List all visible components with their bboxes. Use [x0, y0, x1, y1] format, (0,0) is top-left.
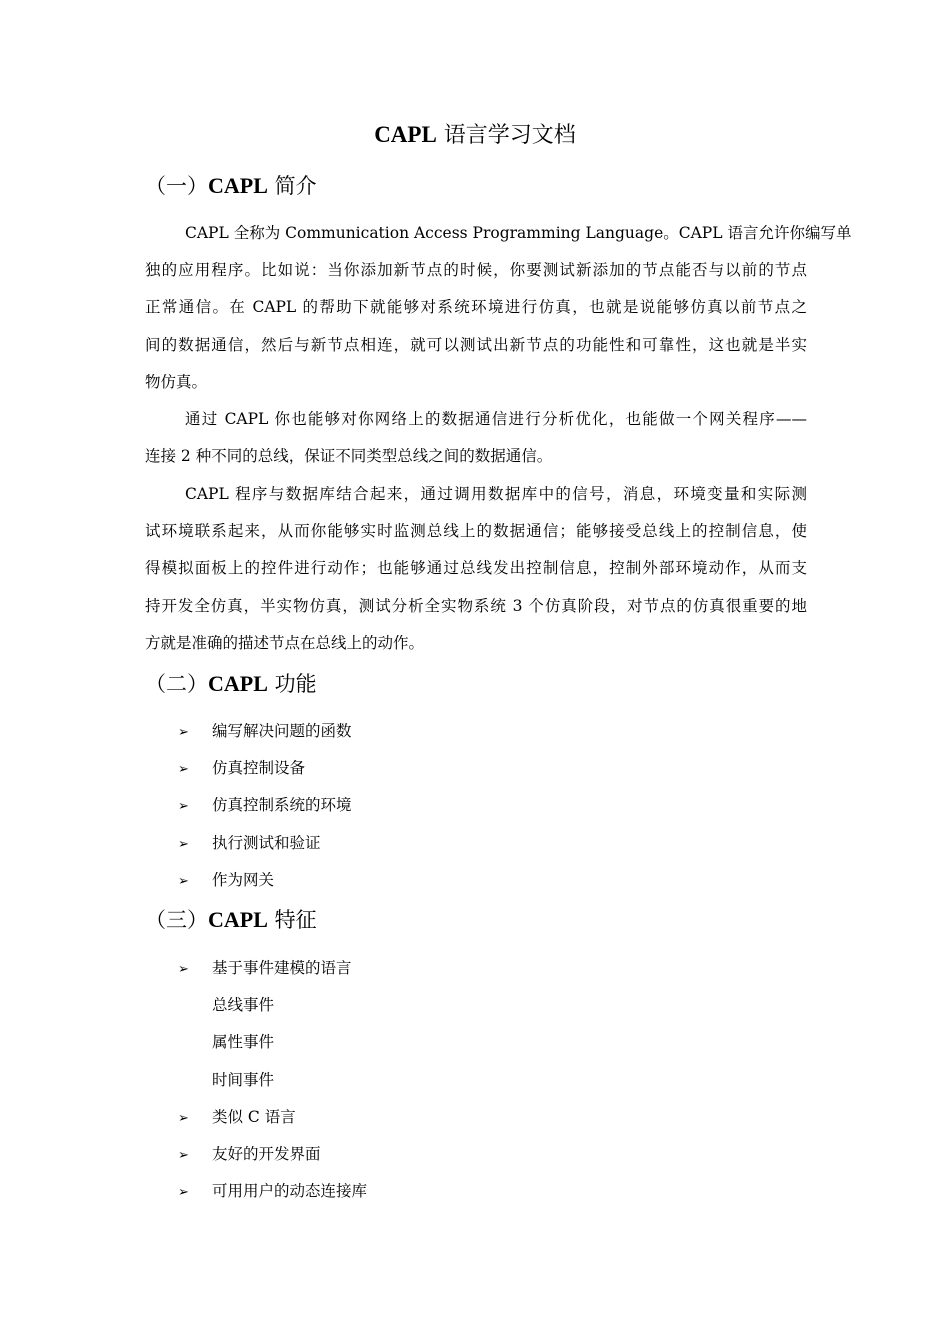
section-heading-functions — [145, 669, 317, 699]
list-item — [178, 828, 321, 858]
section-latin: CAPL — [208, 671, 268, 696]
section-latin: CAPL — [208, 907, 268, 932]
arrow-bullet-icon: ➢ — [178, 725, 189, 740]
list-item-label: 执行测试和验证 — [212, 834, 321, 852]
paragraph-line: 方就是准确的描述节点在总线上的动作。 — [145, 633, 425, 652]
arrow-bullet-icon: ➢ — [178, 1185, 189, 1200]
paragraph-line: 间的数据通信，然后与新节点相连，就可以测试出新节点的功能性和可靠性，这也就是半实 — [145, 335, 807, 354]
list-item — [178, 1139, 321, 1169]
sub-list-item: 时间事件 — [212, 1071, 275, 1089]
intro-paragraph-1 — [145, 215, 852, 401]
list-item-label: 类似 C 语言 — [212, 1108, 296, 1126]
paragraph-line: 物仿真。 — [145, 372, 208, 391]
paragraph-line: CAPL 程序与数据库结合起来，通过调用数据库中的信号，消息，环境变量和实际测 — [185, 485, 807, 503]
paragraph-line: 通过 CAPL 你也能够对你网络上的数据通信进行分析优化，也能做一个网关程序—— — [185, 410, 807, 428]
intro-paragraph-3 — [145, 476, 807, 662]
section-heading-features — [145, 905, 317, 935]
list-item — [178, 1176, 367, 1206]
document-title — [0, 120, 950, 151]
sub-list-item: 属性事件 — [212, 1033, 275, 1051]
paragraph-line: 独的应用程序。比如说：当你添加新节点的时候，你要测试新添加的节点能否与以前的节点 — [145, 261, 807, 280]
section-heading-intro — [145, 171, 317, 201]
section-cjk: 功能 — [267, 672, 317, 696]
paragraph-line: 正常通信。在 CAPL 的帮助下就能够对系统环境进行仿真，也就是说能够仿真以前节点之 — [145, 298, 807, 317]
sub-list-item: 总线事件 — [212, 996, 275, 1014]
intro-paragraph-2 — [145, 401, 807, 475]
list-item — [178, 716, 352, 746]
arrow-bullet-icon: ➢ — [178, 874, 189, 889]
paragraph-line: 得模拟面板上的控件进行动作；也能够通过总线发出控制信息，控制外部环境动作，从而支 — [145, 559, 807, 578]
list-item — [178, 1102, 296, 1132]
arrow-bullet-icon: ➢ — [178, 962, 189, 977]
document-title-cjk: 语言学习文档 — [436, 123, 576, 148]
paragraph-line: 持开发全仿真，半实物仿真，测试分析全实物系统 3 个仿真阶段，对节点的仿真很重要的地 — [145, 596, 807, 615]
section-latin: CAPL — [208, 173, 268, 198]
arrow-bullet-icon: ➢ — [178, 1111, 189, 1126]
section-prefix: （三） — [145, 908, 208, 932]
section-prefix: （二） — [145, 672, 208, 696]
list-item — [178, 865, 274, 895]
arrow-bullet-icon: ➢ — [178, 799, 189, 814]
section-cjk: 特征 — [267, 908, 317, 932]
list-item — [178, 790, 352, 820]
document-title-latin: CAPL — [374, 122, 437, 147]
arrow-bullet-icon: ➢ — [178, 762, 189, 777]
list-item-label: 仿真控制设备 — [212, 759, 306, 777]
list-item-label: 作为网关 — [212, 871, 275, 889]
arrow-bullet-icon: ➢ — [178, 1148, 189, 1163]
list-item-label: 编写解决问题的函数 — [212, 722, 352, 740]
paragraph-line: 连接 2 种不同的总线，保证不同类型总线之间的数据通信。 — [145, 447, 553, 466]
paragraph-line: CAPL 全称为 Communication Access Programming Language。CAPL 语言允许你编写单 — [185, 224, 852, 242]
arrow-bullet-icon: ➢ — [178, 837, 189, 852]
list-item-label: 基于事件建模的语言 — [212, 959, 352, 977]
section-cjk: 简介 — [267, 174, 317, 198]
list-item-label: 仿真控制系统的环境 — [212, 796, 352, 814]
paragraph-line: 试环境联系起来，从而你能够实时监测总线上的数据通信；能够接受总线上的控制信息，使 — [145, 522, 807, 541]
list-item-label: 可用用户的动态连接库 — [212, 1182, 368, 1200]
section-prefix: （一） — [145, 174, 208, 198]
list-item-label: 友好的开发界面 — [212, 1145, 321, 1163]
list-item — [178, 753, 305, 783]
list-item — [178, 953, 352, 983]
